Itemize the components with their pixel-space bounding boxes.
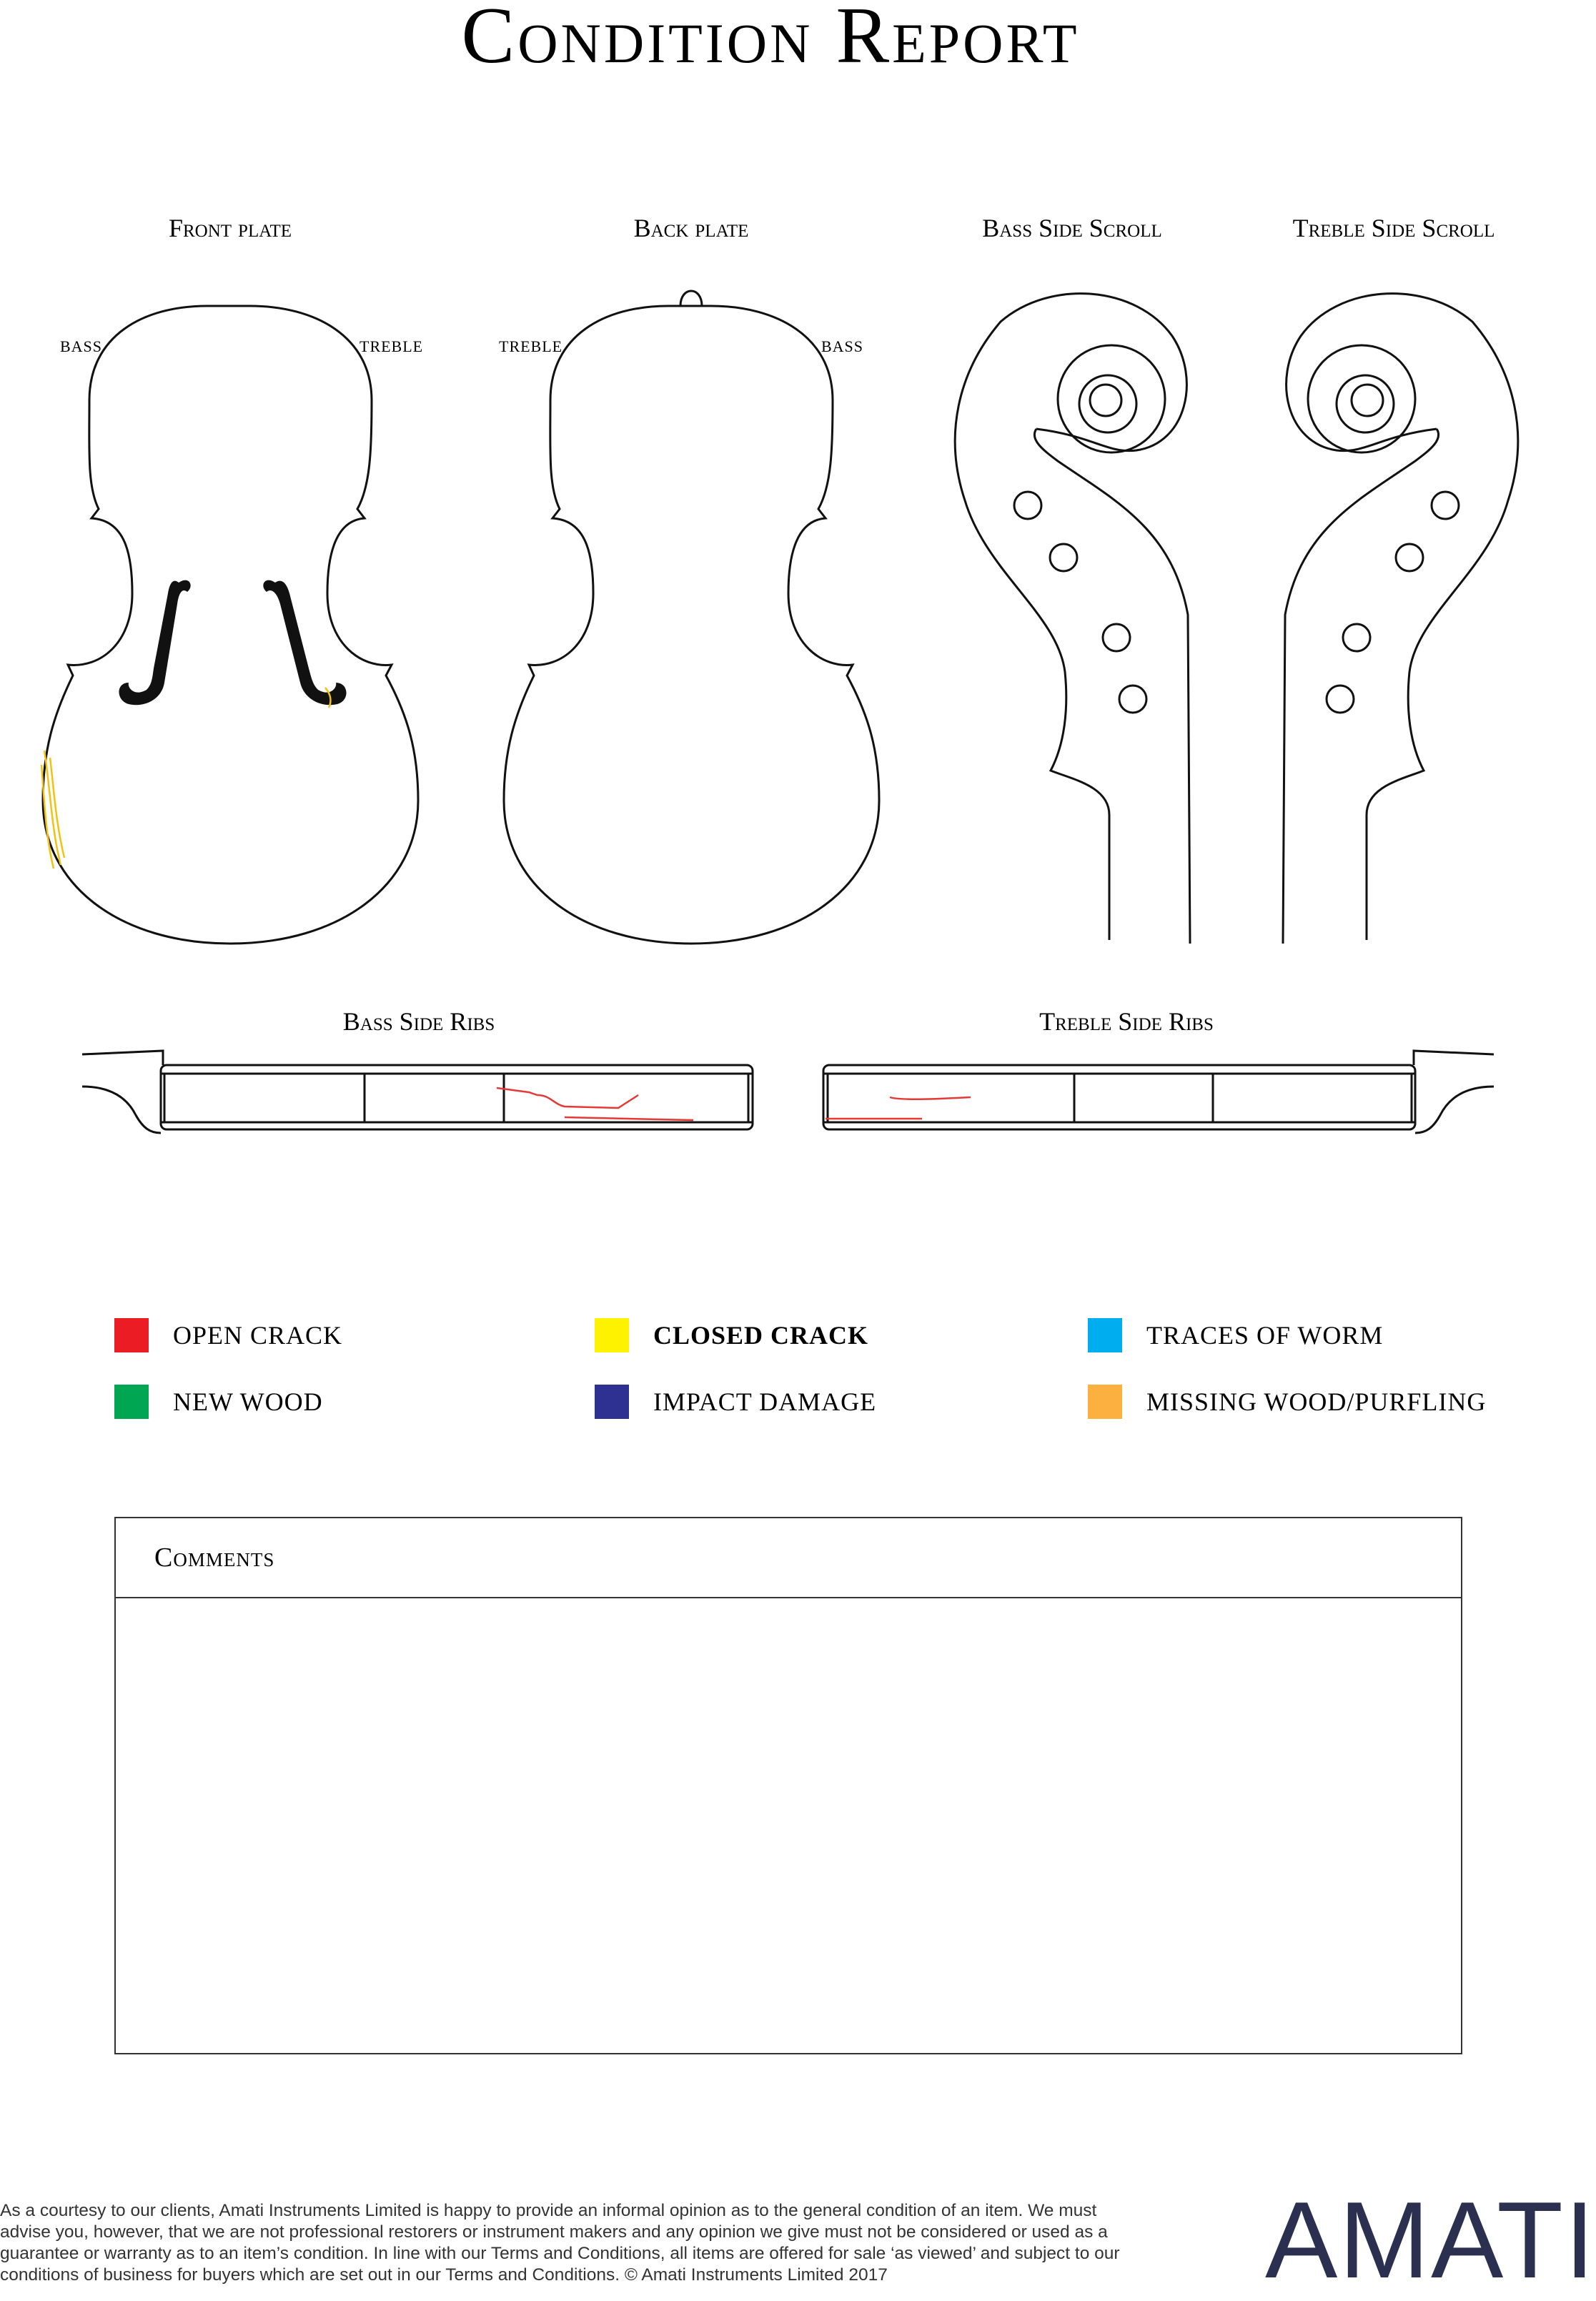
treble-peg-hole-3 bbox=[1343, 624, 1370, 651]
bass-scroll-outline bbox=[955, 294, 1190, 944]
back-plate-button bbox=[680, 291, 702, 306]
bass-peg-hole-2 bbox=[1050, 544, 1077, 571]
treble-side-ribs-label: Treble Side Ribs bbox=[1039, 1007, 1214, 1036]
legend-label: NEW WOOD bbox=[173, 1387, 323, 1416]
missing-wood-swatch bbox=[1088, 1385, 1122, 1419]
comments-box bbox=[114, 1517, 1462, 2054]
legend-impact-damage bbox=[595, 1385, 876, 1419]
treble-peg-hole-2 bbox=[1396, 544, 1423, 571]
treble-side-scroll-label: Treble Side Scroll bbox=[1292, 214, 1495, 242]
f-hole-treble bbox=[263, 580, 346, 706]
new-wood-swatch bbox=[114, 1385, 149, 1419]
front-plate-label: Front plate bbox=[168, 214, 292, 242]
bass-scroll-volute-outer bbox=[1058, 345, 1165, 452]
front-plate-outline bbox=[43, 306, 418, 944]
bass-peg-hole-1 bbox=[1014, 492, 1041, 519]
closed-crack-swatch bbox=[595, 1318, 629, 1352]
bass-side-scroll-label: Bass Side Scroll bbox=[982, 214, 1162, 242]
treble-scroll-outline bbox=[1283, 294, 1518, 944]
legend-missing-wood bbox=[1088, 1385, 1486, 1419]
treble-peg-hole-1 bbox=[1432, 492, 1459, 519]
treble-scroll-volute-eye bbox=[1352, 385, 1383, 416]
back-plate-label: Back plate bbox=[633, 214, 749, 242]
page-title: Condition Report bbox=[461, 0, 1080, 80]
treble-peg-hole-4 bbox=[1327, 686, 1354, 713]
bass-side-ribs-diagram bbox=[82, 1051, 753, 1133]
legend-label: MISSING WOOD/PURFLING bbox=[1146, 1387, 1487, 1416]
legend-label: IMPACT DAMAGE bbox=[653, 1387, 877, 1416]
legend-closed-crack bbox=[595, 1318, 868, 1352]
legend-traces-of-worm bbox=[1088, 1318, 1383, 1352]
front-bass-side-label: BASS bbox=[60, 337, 103, 355]
comments-body[interactable] bbox=[116, 1598, 1461, 2053]
legend-label: CLOSED CRACK bbox=[653, 1321, 869, 1350]
f-hole-bass bbox=[119, 580, 191, 706]
legend-new-wood bbox=[114, 1385, 323, 1419]
open-crack-mark-treble-ribs-1 bbox=[890, 1097, 971, 1099]
impact-damage-swatch bbox=[595, 1385, 629, 1419]
disclaimer-text: As a courtesy to our clients, Amati Instruments Limited is happy to provide an informal opinion as to the general condition of an item. We must advise you, however, that we are not professional restorers or instrument makers and any opinion we give must not be considered or used as a guarantee or warranty as to an item’s condition. In line with our Terms and Conditions, all items are offered for sale ‘as viewed’ and subject to our conditions of business for buyers which are set out in our Terms and Conditions. © Amati Instruments Limited 2017 bbox=[0, 2201, 1120, 2285]
legend-open-crack bbox=[114, 1318, 342, 1352]
amati-logo: AMATI bbox=[1265, 2179, 1596, 2301]
comments-heading: Comments bbox=[116, 1518, 1461, 1598]
legend-label: TRACES OF WORM bbox=[1146, 1321, 1384, 1350]
back-treble-side-label: TREBLE bbox=[499, 337, 563, 355]
legend-label: OPEN CRACK bbox=[173, 1321, 343, 1350]
treble-scroll-volute-outer bbox=[1308, 345, 1415, 452]
bass-peg-hole-3 bbox=[1103, 624, 1130, 651]
traces-of-worm-swatch bbox=[1088, 1318, 1122, 1352]
f-holes bbox=[119, 580, 347, 706]
treble-side-ribs-diagram bbox=[823, 1051, 1494, 1133]
open-crack-swatch bbox=[114, 1318, 149, 1352]
open-crack-mark-bass-ribs-1 bbox=[497, 1088, 638, 1108]
bass-side-ribs-label: Bass Side Ribs bbox=[342, 1007, 495, 1036]
bass-scroll-volute-eye bbox=[1090, 385, 1121, 416]
bass-peg-hole-4 bbox=[1119, 686, 1146, 713]
back-plate-outline bbox=[504, 306, 879, 944]
open-crack-mark-bass-ribs-2 bbox=[565, 1117, 693, 1120]
front-treble-side-label: TREBLE bbox=[360, 337, 424, 355]
back-bass-side-label: BASS bbox=[821, 337, 864, 355]
